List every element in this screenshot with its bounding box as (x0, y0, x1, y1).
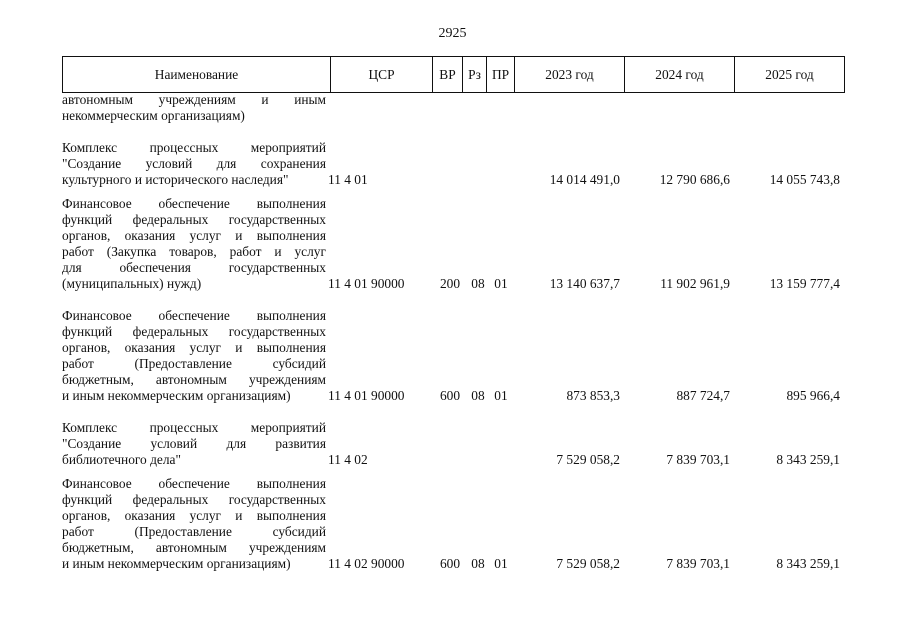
row-name-line: работ (Предоставление субсидий (62, 356, 326, 371)
table-row (62, 476, 844, 572)
row-name-line: (муниципальных) нужд) (62, 276, 202, 291)
table-row (62, 196, 844, 292)
row-csr: 11 4 01 (328, 172, 368, 187)
row-name-line: культурного и исторического наследия" (62, 172, 289, 187)
row-name (62, 92, 326, 124)
row-name-line: Финансовое обеспечение выполнения (62, 308, 326, 323)
row-y2025: 14 055 743,8 (769, 172, 840, 187)
table-row (62, 420, 844, 468)
row-name-line: Финансовое обеспечение выполнения (62, 476, 326, 491)
row-name (62, 420, 326, 468)
row-y2024: 11 902 961,9 (660, 276, 730, 291)
row-name-line: "Создание условий для развития (62, 436, 326, 451)
row-pr: 01 (494, 388, 508, 403)
row-y2024: 12 790 686,6 (659, 172, 730, 187)
row-name-line: органов, оказания услуг и выполнения (62, 340, 326, 355)
row-name-line: работ (Закупка товаров, работ и услуг (62, 244, 326, 259)
header-2023: 2023 год (515, 57, 625, 93)
row-name-line: некоммерческим организациям) (62, 108, 245, 123)
row-y2025: 13 159 777,4 (769, 276, 840, 291)
row-name-line: Финансовое обеспечение выполнения (62, 196, 326, 211)
row-y2025: 8 343 259,1 (776, 556, 840, 571)
row-y2025: 895 966,4 (786, 388, 840, 403)
row-csr: 11 4 01 90000 (328, 388, 405, 403)
row-y2024: 887 724,7 (676, 388, 730, 403)
header-2025: 2025 год (735, 57, 845, 93)
row-name-line: бюджетным, автономным учреждениям (62, 372, 326, 387)
row-name-line: и иным некоммерческим организациям) (62, 556, 291, 571)
row-y2025: 8 343 259,1 (776, 452, 840, 467)
row-name-line: автономным учреждениям и иным (62, 92, 326, 107)
row-y2024: 7 839 703,1 (666, 556, 730, 571)
header-pr: ПР (487, 57, 515, 93)
row-name-line: библиотечного дела" (62, 452, 181, 467)
row-pr: 01 (494, 276, 508, 291)
table-row (62, 140, 844, 188)
row-name-line: функций федеральных государственных (62, 492, 326, 507)
row-csr: 11 4 02 (328, 452, 368, 467)
page-number: 2925 (438, 26, 467, 41)
header-name: Наименование (63, 57, 331, 93)
row-rz: 08 (471, 276, 485, 291)
row-y2024: 7 839 703,1 (666, 452, 730, 467)
row-y2023: 14 014 491,0 (549, 172, 620, 187)
header-rz: Рз (463, 57, 487, 93)
row-name (62, 308, 326, 404)
row-y2023: 7 529 058,2 (556, 452, 620, 467)
row-vr: 600 (439, 388, 461, 403)
row-y2023: 7 529 058,2 (556, 556, 620, 571)
table-row (62, 308, 844, 404)
table-header (62, 56, 845, 93)
row-y2023: 873 853,3 (566, 388, 620, 403)
row-csr: 11 4 01 90000 (328, 276, 405, 291)
table-row (62, 92, 844, 124)
header-2024: 2024 год (625, 57, 735, 93)
row-name-line: "Создание условий для сохранения (62, 156, 326, 171)
row-name-line: органов, оказания услуг и выполнения (62, 508, 326, 523)
row-y2023: 13 140 637,7 (549, 276, 620, 291)
header-csr: ЦСР (331, 57, 433, 93)
row-name-line: функций федеральных государственных (62, 212, 326, 227)
row-name-line: для обеспечения государственных (62, 260, 326, 275)
row-vr: 600 (439, 556, 461, 571)
header-vr: ВР (433, 57, 463, 93)
row-name-line: Комплекс процессных мероприятий (62, 420, 326, 435)
row-name-line: органов, оказания услуг и выполнения (62, 228, 326, 243)
row-csr: 11 4 02 90000 (328, 556, 405, 571)
row-rz: 08 (471, 388, 485, 403)
row-name-line: Комплекс процессных мероприятий (62, 140, 326, 155)
row-vr: 200 (439, 276, 461, 291)
row-name (62, 140, 326, 188)
row-name-line: бюджетным, автономным учреждениям (62, 540, 326, 555)
row-name (62, 196, 326, 292)
row-name-line: функций федеральных государственных (62, 324, 326, 339)
row-name-line: и иным некоммерческим организациям) (62, 388, 291, 403)
row-name-line: работ (Предоставление субсидий (62, 524, 326, 539)
row-name (62, 476, 326, 572)
row-pr: 01 (494, 556, 508, 571)
row-rz: 08 (471, 556, 485, 571)
